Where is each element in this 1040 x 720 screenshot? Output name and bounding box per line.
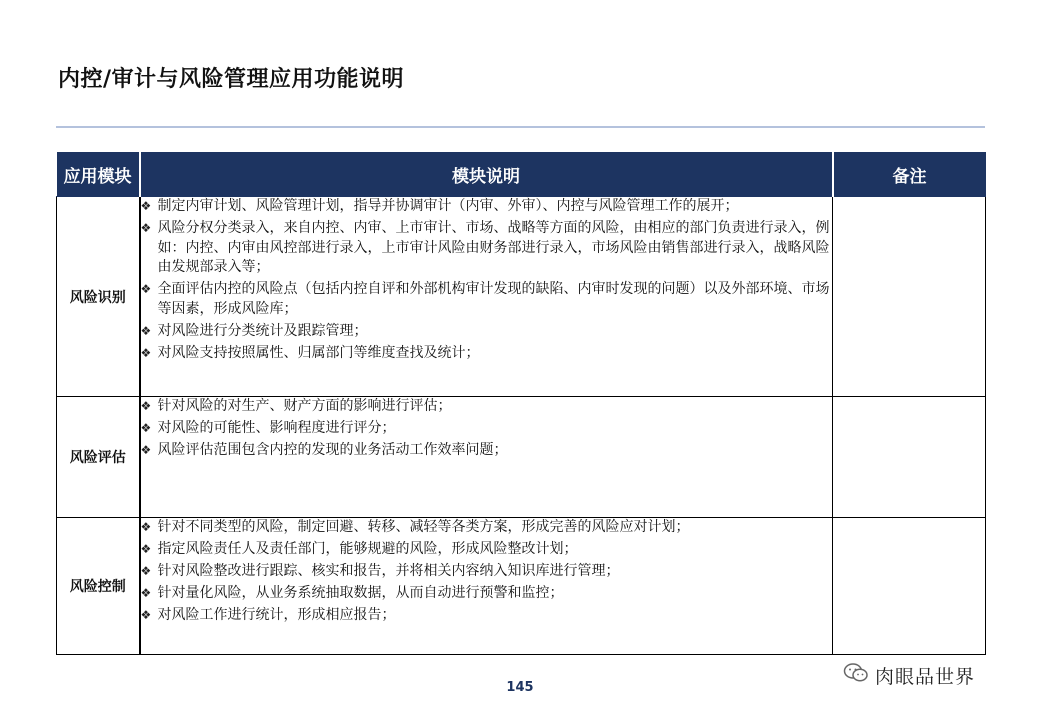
remarks-cell (833, 397, 986, 518)
bullet-diamond-icon: ❖ (140, 443, 152, 457)
description-list (141, 197, 833, 363)
list-item (141, 606, 833, 626)
list-item (141, 344, 833, 364)
list-item (141, 540, 833, 560)
module-name: 风险识别 (57, 197, 140, 397)
bullet-diamond-icon: ❖ (140, 221, 152, 235)
title-divider (56, 126, 985, 128)
module-name: 风险评估 (57, 397, 140, 518)
page-title: 内控/审计与风险管理应用功能说明 (58, 67, 405, 92)
function-table (56, 152, 986, 655)
table-header-row (57, 152, 986, 197)
bullet-diamond-icon: ❖ (140, 282, 152, 296)
list-item (141, 280, 833, 319)
page-number: 145 (506, 680, 534, 695)
list-item (141, 441, 833, 461)
watermark-text: 肉眼品世界 (875, 665, 976, 688)
description-list (141, 518, 833, 626)
list-item (141, 219, 833, 278)
list-item-text: 针对风险的对生产、财产方面的影响进行评估； (157, 398, 452, 414)
bullet-diamond-icon: ❖ (140, 421, 152, 435)
list-item (141, 562, 833, 582)
header-module: 应用模块 (57, 152, 140, 197)
list-item (141, 322, 833, 342)
list-item-text: 针对风险整改进行跟踪、核实和报告，并将相关内容纳入知识库进行管理； (157, 563, 620, 579)
list-item (141, 197, 833, 217)
bullet-diamond-icon: ❖ (140, 564, 152, 578)
list-item-text: 全面评估内控的风险点（包括内控自评和外部机构审计发现的缺陷、内审时发现的问题）以及外部环境、市场等因素，形成风险库； (157, 281, 830, 317)
header-remarks: 备注 (833, 152, 986, 197)
bullet-diamond-icon: ❖ (140, 542, 152, 556)
table-row (57, 197, 986, 397)
list-item-text: 对风险的可能性、影响程度进行评分； (157, 420, 396, 436)
watermark (843, 660, 975, 690)
remarks-cell (833, 518, 986, 655)
description-list (141, 397, 833, 461)
list-item-text: 风险评估范围包含内控的发现的业务活动工作效率问题； (157, 442, 508, 458)
list-item-text: 对风险工作进行统计，形成相应报告； (157, 607, 396, 623)
list-item (141, 518, 833, 538)
list-item (141, 419, 833, 439)
module-description (140, 197, 833, 397)
bullet-diamond-icon: ❖ (140, 520, 152, 534)
list-item (141, 584, 833, 604)
remarks-cell (833, 197, 986, 397)
list-item-text: 制定内审计划、风险管理计划，指导并协调审计（内审、外审）、内控与风险管理工作的展开； (157, 198, 739, 214)
list-item-text: 对风险进行分类统计及跟踪管理； (157, 322, 368, 339)
list-item-text: 针对量化风险，从业务系统抽取数据，从而自动进行预警和监控； (157, 585, 564, 601)
table-row (57, 397, 986, 518)
bullet-diamond-icon: ❖ (140, 345, 152, 360)
list-item-text: 对风险支持按照属性、归属部门等维度查找及统计； (157, 344, 480, 361)
bullet-diamond-icon: ❖ (140, 586, 152, 600)
header-description: 模块说明 (140, 152, 833, 197)
bullet-diamond-icon: ❖ (140, 399, 152, 413)
wechat-icon (843, 662, 869, 688)
list-item-text: 风险分权分类录入，来自内控、内审、上市审计、市场、战略等方面的风险，由相应的部门负责进行录入，例如：内控、内审由风控部进行录入，上市审计风险由财务部进行录入，市场风险由销售部进行录入，战略风险由发规部录入等； (157, 220, 830, 275)
table-row (57, 518, 986, 655)
module-name: 风险控制 (57, 518, 140, 655)
list-item-text: 指定风险责任人及责任部门，能够规避的风险，形成风险整改计划； (157, 541, 578, 557)
bullet-diamond-icon: ❖ (140, 199, 152, 213)
bullet-diamond-icon: ❖ (140, 608, 152, 622)
module-description (140, 518, 833, 655)
list-item-text: 针对不同类型的风险，制定回避、转移、减轻等各类方案，形成完善的风险应对计划； (157, 519, 690, 535)
bullet-diamond-icon: ❖ (140, 323, 152, 338)
list-item (141, 397, 833, 417)
module-description (140, 397, 833, 518)
